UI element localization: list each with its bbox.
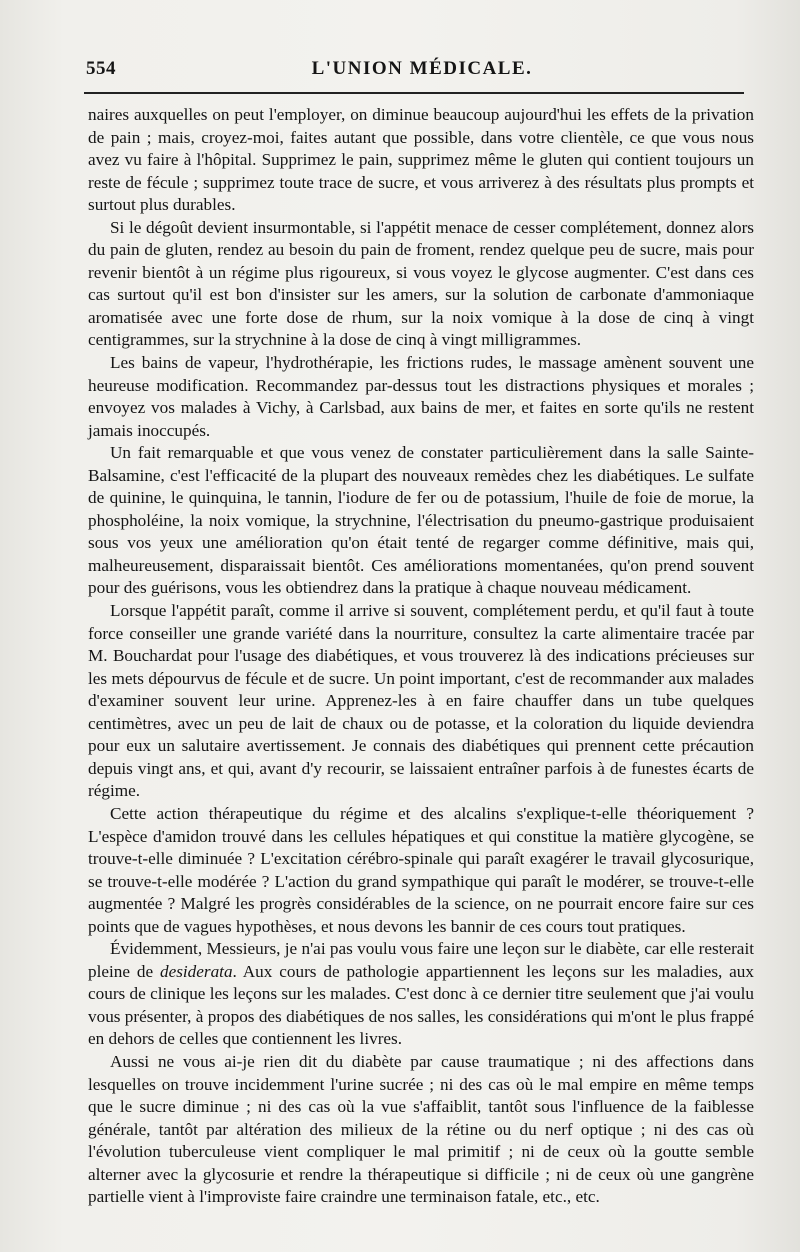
paragraph: naires auxquelles on peut l'employer, on diminue beaucoup aujourd'hui les effets de la privation de pain ; mais, croyez-moi, faites autant que possible, dans votre clientèle, ce que vous nous avez vu faire à l'hôpital. Supprimez le pain, supprimez même le gluten qui contient toujours un reste de fécule ; supprimez toute trace de sucre, et vous arriverez à des résultats plus prompts et surtout plus durables. [88,105,754,215]
paragraph: Aussi ne vous ai-je rien dit du diabète par cause traumatique ; ni des affections dans lesquelles on trouve incidemment l'urine sucrée ; ni des cas où le mal empire en même temps que le sucre diminue ; ni des cas où la vue s'affaiblit, tantôt sous l'influence de la faiblesse générale, tantôt par altération des milieux de la rétine ou du nerf optique ; ni des cas où l'évolution tuberculeuse vient compliquer le mal primitif ; ni de ceux où la goutte semble alterner avec la glycosurie et rendre la thérapeutique si difficile ; ni de ceux où une gangrène partielle vient à l'improviste faire craindre une terminaison fatale, etc., etc. [88,1051,754,1207]
paragraph: Si le dégoût devient insurmontable, si l'appétit menace de cesser complétement, donnez alors du pain de gluten, rendez au besoin du pain de froment, rendez quelque peu de sucre, mais pour revenir bientôt à un régime plus rigoureux, si vous voyez le glycose augmenter. C'est dans ces cas surtout qu'il est bon d'insister sur les amers, sur la solution de carbonate d'ammoniaque aromatisée avec une forte dose de rhum, sur la noix vomique à la dose de cinq à vingt centigrammes, sur la strychnine à la dose de cinq à vingt milligrammes. [88,217,754,350]
page-number: 554 [86,58,116,79]
paragraph: Lorsque l'appétit paraît, comme il arrive si souvent, complétement perdu, et qu'il faut à toute force conseiller une grande variété dans la nourriture, consultez la carte alimentaire tracée par M. Bouchardat pour l'usage des diabétiques, et vous trouverez là des indications précieuses sur les mets dépourvus de fécule et de sucre. Un point important, c'est de recommander aux malades d'examiner souvent leur urine. Apprenez-les à en faire chauffer dans un tube quelques centimètres, avec un peu de lait de chaux ou de potasse, et la coloration du liquide deviendra pour eux un salutaire avertissement. Je connais des diabétiques qui prennent cette précaution depuis vingt ans, et qui, avant d'y recourir, se laissaient entraîner parfois à de funestes écarts de régime. [88,601,754,801]
running-title: L'UNION MÉDICALE. [311,58,533,79]
page-header [86,58,758,84]
italic-term: desiderata [159,961,233,981]
paragraph: Évidemment, Messieurs, je n'ai pas voulu vous faire une leçon sur le diabète, car elle resterait pleine de desiderata. Aux cours de pathologie appartiennent les leçons sur les maladies, aux cours de clinique les leçons sur les malades. C'est donc à ce dernier titre seulement que j'ai voulu vous présenter, à propos des diabétiques de nos salles, les considérations qui m'ont le plus frappé en dehors de celles que contiennent les livres. [88,939,754,1049]
paragraph: Cette action thérapeutique du régime et des alcalins s'explique-t-elle théoriquement ? L'espèce d'amidon trouvé dans les cellules hépatiques et qui constitue la matière glycogène, se trouve-t-elle diminuée ? L'excitation cérébro-spinale qui paraît exagérer le travail glycosurique, se trouve-t-elle modérée ? L'action du grand sympathique qui paraît le modérer, se trouve-t-elle augmentée ? Malgré les progrès considérables de la science, on ne pourrait encore faire sur ces points que de vagues hypothèses, et nous devons les bannir de ces cours tout pratiques. [88,803,754,936]
article-body [88,104,754,1209]
paragraph: Les bains de vapeur, l'hydrothérapie, les frictions rudes, le massage amènent souvent une heureuse modification. Recommandez par-dessus tout les distractions physiques et morales ; envoyez vos malades à Vichy, à Carlsbad, aux bains de mer, et faites en sorte qu'ils ne restent jamais inoccupés. [88,353,754,440]
header-rule [84,92,744,94]
paragraph: Un fait remarquable et que vous venez de constater particulièrement dans la salle Sainte-Balsamine, c'est l'efficacité de la plupart des nouveaux remèdes chez les diabétiques. Le sulfate de quinine, le quinquina, le tannin, l'iodure de fer ou de potassium, l'huile de foie de morue, la phospholéine, la noix vomique, la strychnine, l'électrisation du pneumo-gastrique produisaient sous vos yeux une amélioration qu'on était tenté de regarger comme définitive, mais qui, malheureusement, disparaissait bientôt. Ces améliorations momentanées, qu'on prend souvent pour des guérisons, vous les obtiendrez dans la pratique à chaque nouveau médicament. [88,443,754,598]
